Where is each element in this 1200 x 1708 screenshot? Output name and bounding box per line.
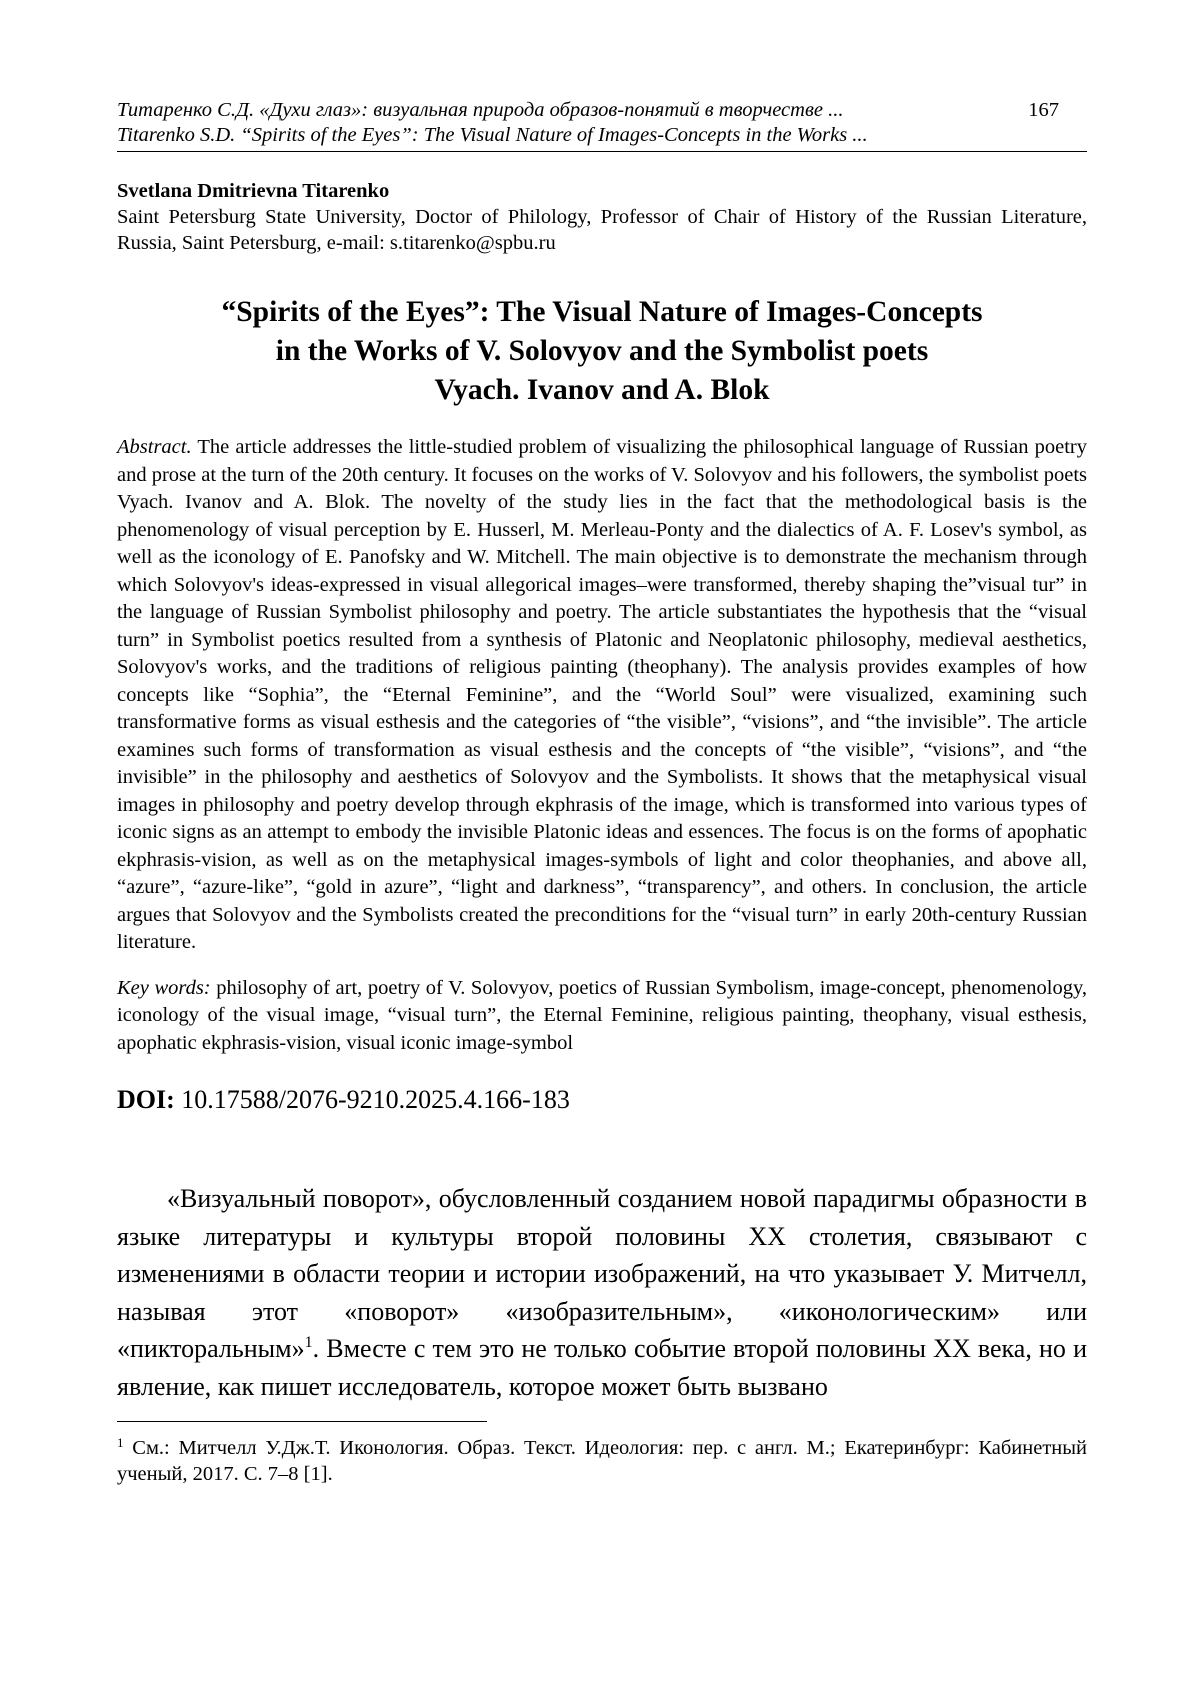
body-paragraph (117, 1180, 1087, 1405)
body-text-part-2: . Вместе с тем это не только событие второй половины XX века, но и явление, как пишет исследователь, которое может быть вызвано (117, 1334, 1087, 1401)
article-title (117, 293, 1087, 410)
doi (117, 1084, 1087, 1116)
doi-value: 10.17588/2076-9210.2025.4.166-183 (174, 1085, 570, 1114)
keywords (117, 975, 1087, 1058)
running-head (117, 98, 1087, 152)
keywords-label: Key words: (117, 976, 211, 999)
title-line-3: Vyach. Ivanov and A. Blok (434, 374, 770, 406)
title-line-1: “Spirits of the Eyes”: The Visual Nature of Images-Concepts (221, 296, 983, 328)
page-number: 167 (1028, 99, 1059, 121)
footnote-divider (117, 1421, 487, 1422)
footnote-reference[interactable]: 1 (304, 1334, 313, 1351)
author-name: Svetlana Dmitrievna Titarenko (117, 180, 390, 202)
doi-label: DOI: (117, 1085, 175, 1114)
footnote (117, 1435, 1087, 1487)
keywords-text: philosophy of art, poetry of V. Solovyov, poetics of Russian Symbolism, image-concept, phenomenology, iconology of the visual image, “visual turn”, the Eternal Feminine, religious painting, theophany, visual esthesis, apophatic ekphrasis-vision, visual iconic image-symbol (117, 976, 1087, 1054)
abstract-text: The article addresses the little-studied problem of visualizing the philosophical language of Russian poetry and prose at the turn of the 20th century. It focuses on the works of V. Solovyov and his followers, the symbolist poets Vyach. Ivanov and A. Blok. The novelty of the study lies in the fact that the methodological basis is the phenomenology of visual perception by E. Husserl, M. Merleau-Ponty and the dialectics of A. F. Losev's symbol, as well as the iconology of E. Panofsky and W. Mitchell. The main objective is to demonstrate the mechanism through which Solovyov's ideas-expressed in visual allegorical images–were transformed, thereby shaping the”visual tur” in the language of Russian Symbolist philosophy and poetry. The article substantiates the hypothesis that the “visual turn” in Symbolist poetics resulted from a synthesis of Platonic and Neoplatonic philosophy, medieval aesthetics, Solovyov's works, and the traditions of religious painting (theophany). The analysis provides examples of how concepts like “Sophia”, the “Eternal Feminine”, and the “World Soul” were visualized, examining such transformative forms as visual esthesis and the categories of “the visible”, “visions”, and “the invisible”. The article examines such forms of transformation as visual esthesis and the concepts of “the visible”, “visions”, and “the invisible” in the philosophy and aesthetics of Solovyov and the Symbolists. It shows that the metaphysical visual images in philosophy and poetry develop through ekphrasis of the image, which is transformed into various types of iconic signs as an attempt to embody the invisible Platonic ideas and essences. The focus is on the forms of apophatic ekphrasis-vision, as well as on the metaphysical images-symbols of light and color theophanies, and above all, “azure”, “azure-like”, “gold in azure”, “light and darkness”, “transparency”, and others. In conclusion, the article argues that Solovyov and the Symbolists created the preconditions for the “visual turn” in early 20th-century Russian literature. (117, 436, 1087, 953)
body-text-part-1: «Визуальный поворот», обусловленный созданием новой парадигмы образности в языке литературы и культуры второй половины XX столетия, связывают с изменениями в области теории и истории изображений, на что указывает У. Митчелл, называя этот «поворот» «изобразительным», «иконологическим» или «пикторальным» (117, 1184, 1087, 1363)
abstract (117, 434, 1087, 957)
running-head-russian: Титаренко С.Д. «Духи глаз»: визуальная природа образов-понятий в творчестве ... (117, 99, 844, 121)
abstract-label: Abstract. (117, 436, 192, 458)
title-line-2: in the Works of V. Solovyov and the Symbolist poets (275, 335, 929, 367)
journal-page (117, 98, 1087, 1487)
running-head-english: Titarenko S.D. “Spirits of the Eyes”: The Visual Nature of Images-Concepts in the Works ... (117, 124, 868, 146)
author-affiliation: Saint Petersburg State University, Doctor of Philology, Professor of Chair of History of the Russian Literature, Russia, Saint Petersburg, e-mail: s.titarenko@spbu.ru (117, 206, 1087, 254)
footnote-text: См.: Митчелл У.Дж.Т. Иконология. Образ. Текст. Идеология: пер. с англ. М.; Екатеринбург: Кабинетный ученый, 2017. С. 7–8 [1]. (117, 1437, 1087, 1485)
author-block (117, 178, 1087, 256)
footnote-number: 1 (117, 1435, 124, 1450)
